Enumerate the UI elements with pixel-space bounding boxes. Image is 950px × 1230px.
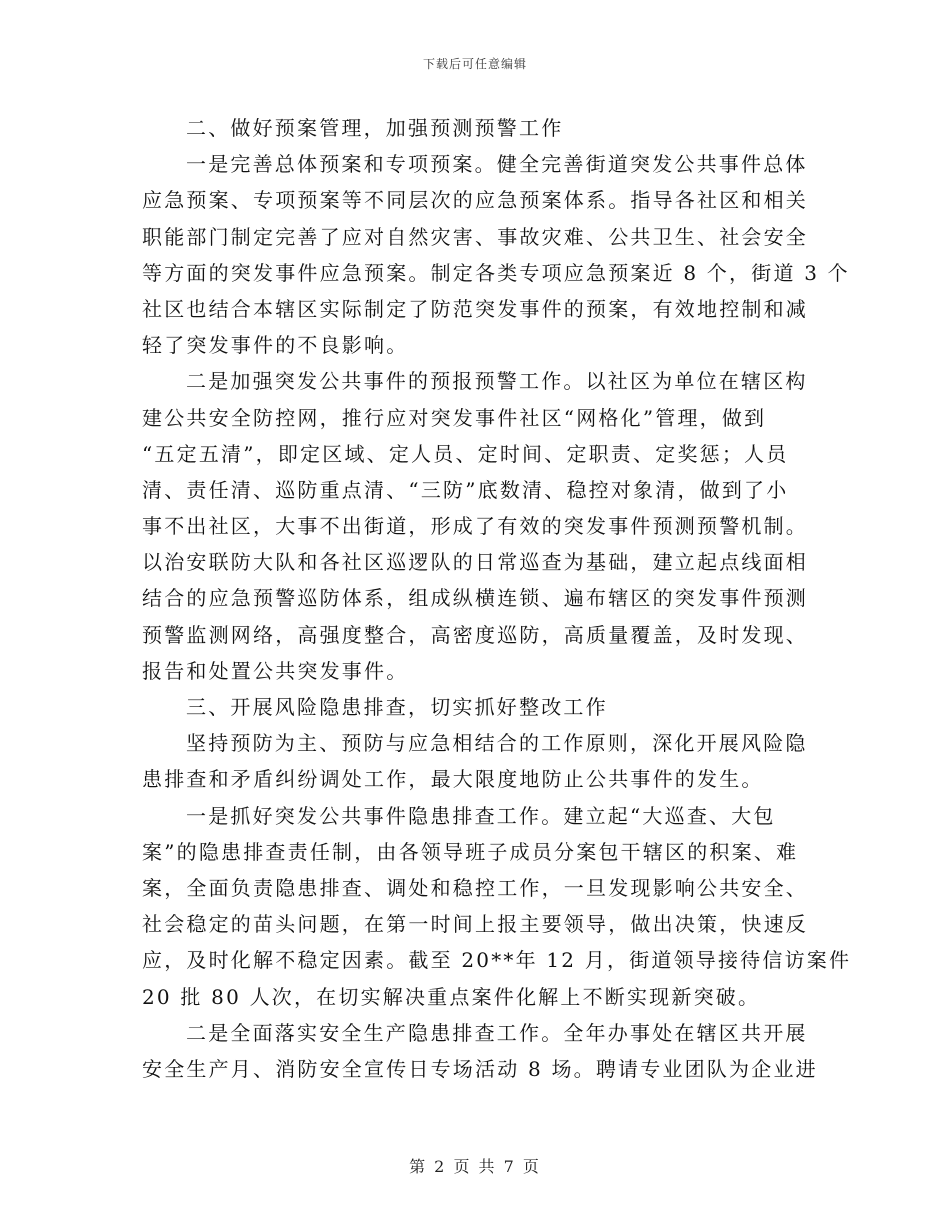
text-line: 二是加强突发公共事件的预报预警工作。以社区为单位在辖区构 xyxy=(186,369,808,394)
text-line: 应，及时化解不稳定因素。截至 20**年 12 月，街道领导接待信访案件 xyxy=(142,948,852,973)
text-line: 以治安联防大队和各社区巡逻队的日常巡查为基础，建立起点线面相 xyxy=(142,550,808,575)
document-body xyxy=(142,110,852,1087)
text-line: 预警监测网络，高强度整合，高密度巡防，高质量覆盖，及时发现、 xyxy=(142,622,808,647)
page-header-note: 下载后可任意编辑 xyxy=(422,57,527,71)
text-line: 等方面的突发事件应急预案。制定各类专项应急预案近 8 个，街道 3 个 xyxy=(142,260,850,285)
text-line: 安全生产月、消防安全宣传日专场活动 8 场。聘请专业团队为企业进 xyxy=(142,1056,818,1081)
page-number-footer: 第 2 页 共 7 页 xyxy=(409,1157,541,1176)
text-line: “五定五清”，即定区域、定人员、定时间、定职责、定奖惩；人员 xyxy=(142,441,789,466)
text-line: 一是抓好突发公共事件隐患排查工作。建立起“大巡查、大包 xyxy=(186,803,776,828)
text-line: 应急预案、专项预案等不同层次的应急预案体系。指导各社区和相关 xyxy=(142,188,808,213)
text-line: 案，全面负责隐患排查、调处和稳控工作，一旦发现影响公共安全、 xyxy=(142,875,808,900)
text-line: 事不出社区，大事不出街道，形成了有效的突发事件预测预警机制。 xyxy=(142,514,808,539)
text-line: 报告和处置公共突发事件。 xyxy=(142,658,409,683)
text-line: 社会稳定的苗头问题，在第一时间上报主要领导，做出决策，快速反 xyxy=(142,912,808,937)
text-line: 职能部门制定完善了应对自然灾害、事故灾难、公共卫生、社会安全 xyxy=(142,224,808,249)
text-line: 建公共安全防控网，推行应对突发事件社区“网格化”管理，做到 xyxy=(142,405,767,430)
text-line: 患排查和矛盾纠纷调处工作，最大限度地防止公共事件的发生。 xyxy=(142,767,764,792)
text-line: 轻了突发事件的不良影响。 xyxy=(142,333,409,358)
text-line: 二是全面落实安全生产隐患排查工作。全年办事处在辖区共开展 xyxy=(186,1020,808,1045)
text-line: 二、做好预案管理，加强预测预警工作 xyxy=(186,116,564,140)
text-line: 结合的应急预警巡防体系，组成纵横连锁、遍布辖区的突发事件预测 xyxy=(142,586,808,611)
text-line: 社区也结合本辖区实际制定了防范突发事件的预案，有效地控制和减 xyxy=(142,296,808,321)
text-line: 三、开展风险隐患排查，切实抓好整改工作 xyxy=(186,695,608,719)
text-line: 20 批 80 人次，在切实解决重点案件化解上不断实现新突破。 xyxy=(142,984,761,1009)
text-line: 一是完善总体预案和专项预案。健全完善街道突发公共事件总体 xyxy=(186,152,808,177)
text-line: 坚持预防为主、预防与应急相结合的工作原则，深化开展风险隐 xyxy=(186,731,808,756)
text-line: 清、责任清、巡防重点清、“三防”底数清、稳控对象清，做到了小 xyxy=(142,477,789,502)
text-line: 案”的隐患排查责任制，由各领导班子成员分案包干辖区的积案、难 xyxy=(142,839,799,864)
